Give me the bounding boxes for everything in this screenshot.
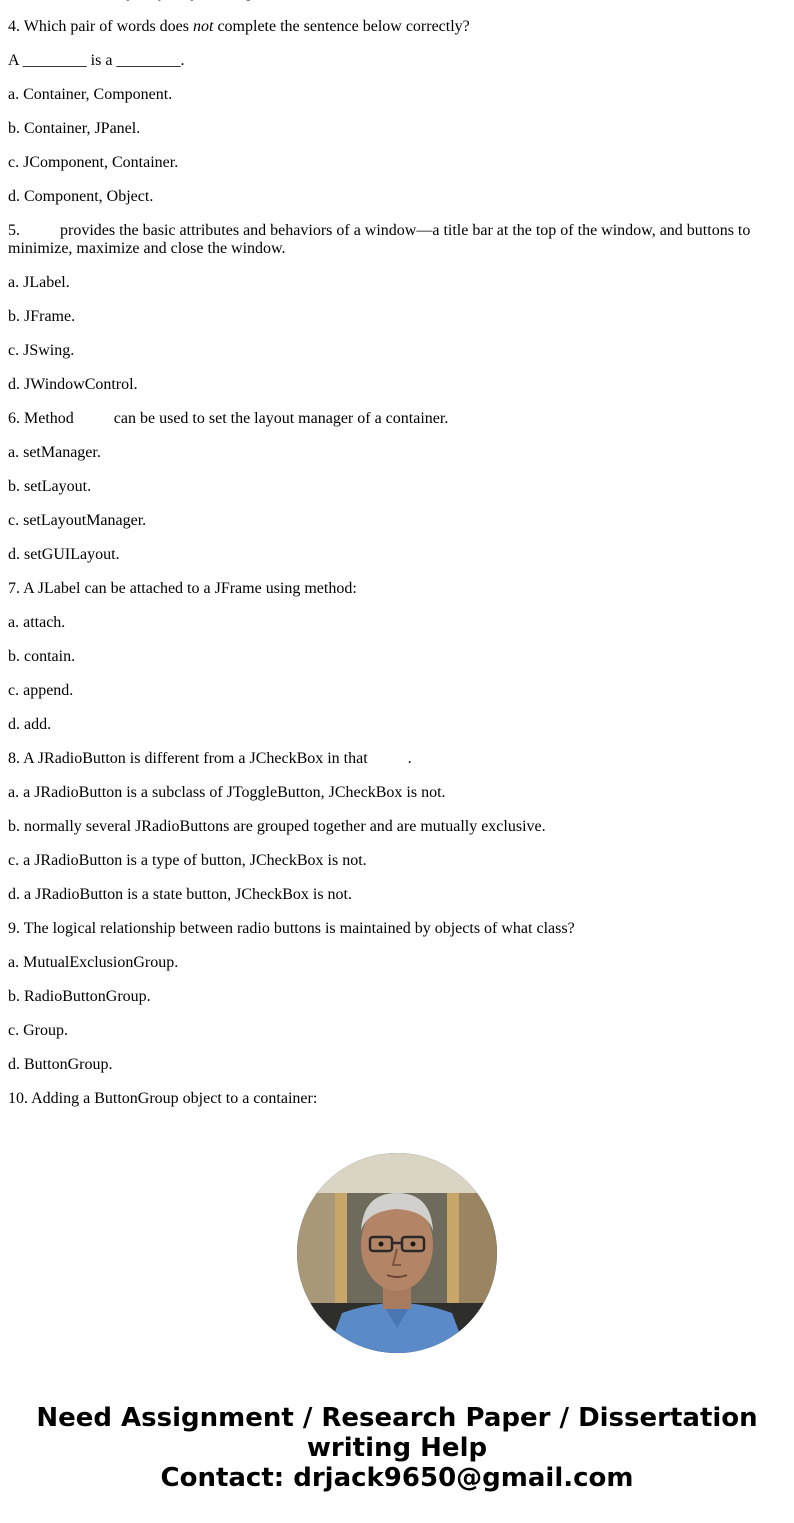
line-text: d. Component, Object. (8, 188, 154, 205)
line-text: b. setLayout. (8, 478, 92, 495)
answer-option (8, 0, 786, 2)
answer-option (8, 86, 786, 104)
answer-option (8, 376, 786, 394)
line-text: 6. Method (8, 410, 74, 427)
line-text: c. JSwing. (8, 342, 75, 359)
line-text: c. Group. (8, 1022, 68, 1039)
answer-option (8, 308, 786, 326)
answer-option (8, 818, 786, 836)
line-text: c. setLayoutManager. (8, 512, 147, 529)
promo-line-2: writing Help (306, 1433, 488, 1463)
line-text: b. Container, JPanel. (8, 120, 141, 137)
answer-option (8, 154, 786, 172)
answer-option (8, 716, 786, 734)
line-text: d. setGUILayout. (8, 546, 120, 563)
question-text (8, 18, 786, 36)
answer-option (8, 52, 786, 70)
answer-option (8, 444, 786, 462)
answer-option (8, 648, 786, 666)
question-text (8, 750, 786, 768)
answer-option (8, 852, 786, 870)
line-text: a. JLabel. (8, 274, 70, 291)
line-text: c. JComponent, Container. (8, 154, 179, 171)
question-text (8, 580, 786, 598)
answer-option (8, 614, 786, 632)
line-text: b. normally several JRadioButtons are grouped together and are mutually exclusive. (8, 818, 546, 835)
answer-option (8, 478, 786, 496)
answer-option (8, 682, 786, 700)
question-text (8, 410, 786, 428)
line-text: b. JFrame. (8, 308, 76, 325)
line-text: b. RadioButtonGroup. (8, 988, 151, 1005)
answer-option (8, 512, 786, 530)
line-text: a. attach. (8, 614, 66, 631)
author-photo (297, 1153, 497, 1353)
question-text (8, 1090, 786, 1108)
line-text: a. Container, Component. (8, 86, 173, 103)
answer-option (8, 342, 786, 360)
answer-option (8, 120, 786, 138)
line-text: 5. (8, 222, 20, 239)
line-text (8, 0, 312, 1)
line-text: c. a JRadioButton is a type of button, JCheckBox is not. (8, 852, 367, 869)
promo-banner (0, 1403, 794, 1493)
line-text: 9. The logical relationship between radio buttons is maintained by objects of what class? (8, 920, 575, 937)
line-text: 4. Which pair of words does (8, 18, 193, 35)
answer-option (8, 784, 786, 802)
line-text: provides the basic attributes and behaviors of a window—a title bar at the top of the window, and buttons to minimize, maximize and close the window. (8, 222, 751, 257)
line-text: d. a JRadioButton is a state button, JCheckBox is not. (8, 886, 352, 903)
question-list (8, 0, 786, 1124)
line-text: 10. Adding a ButtonGroup object to a container: (8, 1090, 318, 1107)
answer-option (8, 1022, 786, 1040)
line-text: A ________ is a ________. (8, 52, 185, 69)
promo-line-1: Need Assignment / Research Paper / Dissertation (36, 1403, 758, 1433)
question-text (8, 222, 786, 258)
line-text: 8. A JRadioButton is different from a JCheckBox in that (8, 750, 368, 767)
question-text (8, 920, 786, 938)
line-text: c. append. (8, 682, 74, 699)
emphasis-text: not (193, 18, 214, 35)
answer-option (8, 274, 786, 292)
answer-option (8, 988, 786, 1006)
line-text: d. JWindowControl. (8, 376, 138, 393)
line-text: can be used to set the layout manager of a container. (113, 410, 449, 427)
line-text: a. a JRadioButton is a subclass of JToggleButton, JCheckBox is not. (8, 784, 446, 801)
line-text: d. ButtonGroup. (8, 1056, 113, 1073)
promo-contact: Contact: drjack9650@gmail.com (160, 1463, 634, 1493)
answer-option (8, 954, 786, 972)
answer-option (8, 1056, 786, 1074)
answer-option (8, 188, 786, 206)
line-text: a. setManager. (8, 444, 101, 461)
line-text: 7. A JLabel can be attached to a JFrame using method: (8, 580, 357, 597)
line-text: a. MutualExclusionGroup. (8, 954, 179, 971)
line-text: . (407, 750, 412, 767)
portrait-image (297, 1153, 497, 1353)
line-text: b. contain. (8, 648, 76, 665)
line-text: d. add. (8, 716, 52, 733)
answer-option (8, 886, 786, 904)
line-text: complete the sentence below correctly? (213, 18, 470, 35)
answer-option (8, 546, 786, 564)
